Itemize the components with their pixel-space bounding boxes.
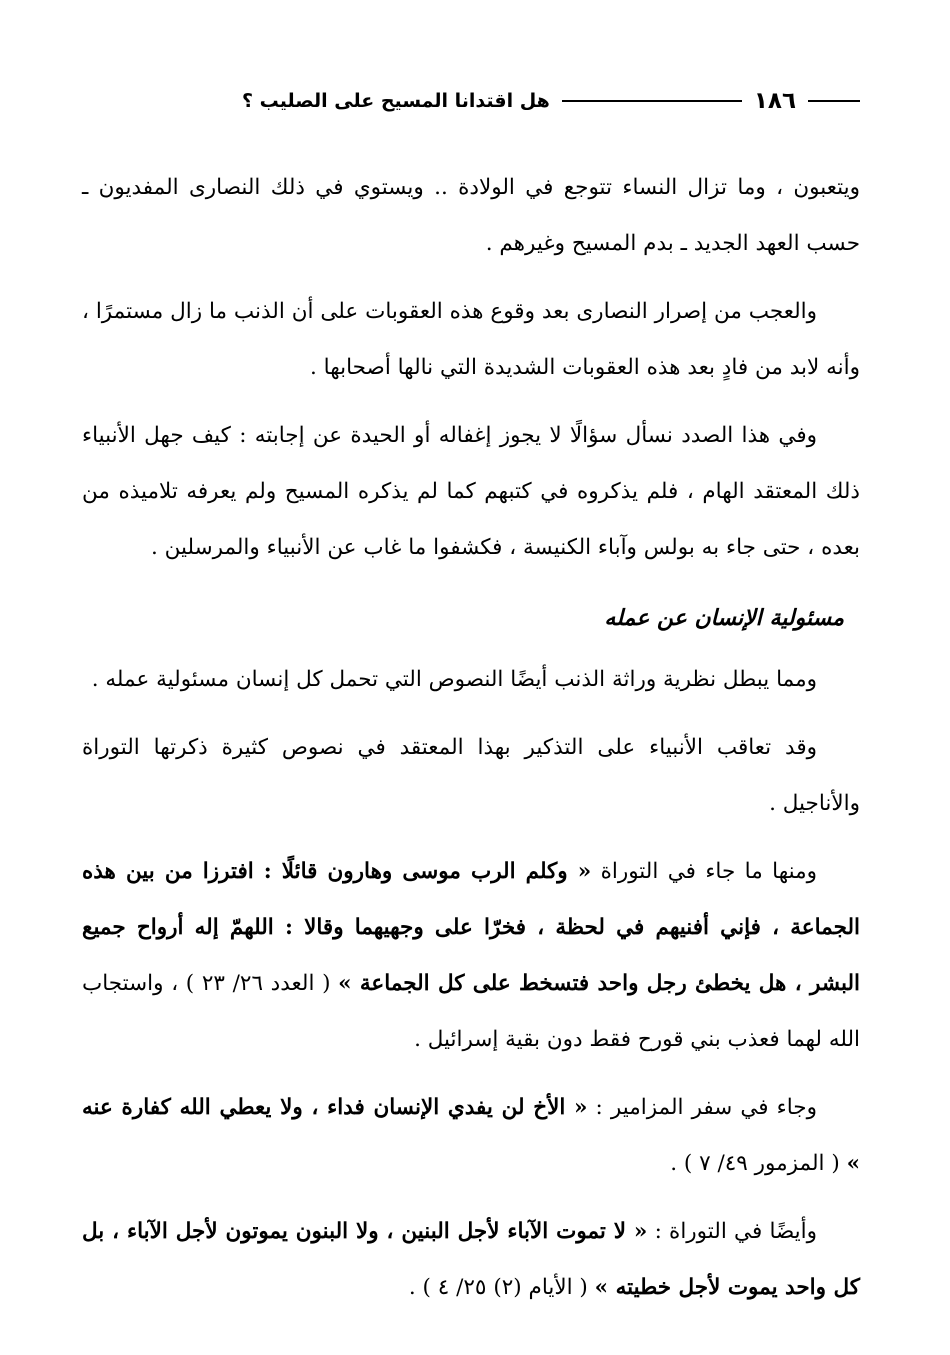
running-title: هل اقتدانا المسيح على الصليب ؟ <box>242 90 550 112</box>
paragraph-7-quote: « الأخ لن يفدي الإنسان فداء ، ولا يعطي الله كفارة عنه » <box>82 1095 860 1176</box>
paragraph-5: وقد تعاقب الأنبياء على التذكير بهذا المعتقد في نصوص كثيرة ذكرتها التوراة والأناجيل . <box>82 735 860 816</box>
page-header <box>82 86 860 116</box>
paragraph-6-intro: ومنها ما جاء في التوراة <box>600 859 817 884</box>
paragraph-8-quote: « لا تموت الآباء لأجل البنين ، ولا البنون يموتون لأجل الآباء ، بل كل واحد يموت لأجل خطيته » <box>82 1219 860 1300</box>
paragraph-7 <box>82 1080 860 1192</box>
section-heading: مسئولية الإنسان عن عمله <box>604 606 844 631</box>
paragraph-6 <box>82 844 860 1068</box>
paragraph-7-reference: ( المزمور ٤٩/ ٧ ) . <box>670 1151 840 1176</box>
page-content <box>82 160 860 1316</box>
paragraph-6-quote: « وكلم الرب موسى وهارون قائلًا : افترزا من بين هذه الجماعة ، فإني أفنيهم في لحظة ، فخرّا على وجهيهما وقالا : اللهمّ إله أرواح جميع البشر ، هل يخطئ رجل واحد فتسخط على كل الجماعة » <box>82 859 861 996</box>
paragraph-6-reference: ( العدد ٢٦/ ٢٣ ) ، واستجاب الله لهما فعذب بني قورح فقط دون بقية إسرائيل . <box>82 971 860 1052</box>
paragraph-8-reference: ( الأيام (٢) ٢٥/ ٤ ) . <box>408 1275 588 1300</box>
page-number: ١٨٦ <box>753 88 796 114</box>
header-rule-middle <box>562 100 742 102</box>
header-rule-right <box>808 100 860 102</box>
paragraph-2: والعجب من إصرار النصارى بعد وقوع هذه العقوبات على أن الذنب ما زال مستمرًا ، وأنه لابد من فادٍ بعد هذه العقوبات الشديدة التي نالها أصحابها . <box>82 299 860 380</box>
paragraph-1: ويتعبون ، وما تزال النساء تتوجع في الولادة .. ويستوي في ذلك النصارى المفديون ـ حسب العهد الجديد ـ بدم المسيح وغيرهم . <box>82 175 860 256</box>
paragraph-8 <box>82 1204 860 1316</box>
paragraph-8-intro: وأيضًا في التوراة : <box>654 1219 817 1244</box>
paragraph-4: ومما يبطل نظرية وراثة الذنب أيضًا النصوص التي تحمل كل إنسان مسئولية عمله . <box>91 667 817 692</box>
paragraph-3: وفي هذا الصدد نسأل سؤالًا لا يجوز إغفاله أو الحيدة عن إجابته : كيف جهل الأنبياء ذلك المعتقد الهام ، فلم يذكروه في كتبهم كما لم يذكره المسيح ولم يعرفه تلاميذه من بعده ، حتى جاء به بولس وآباء الكنيسة ، فكشفوا ما غاب عن الأنبياء والمرسلين . <box>82 423 860 560</box>
paragraph-7-intro: وجاء في سفر المزامير : <box>595 1095 817 1120</box>
